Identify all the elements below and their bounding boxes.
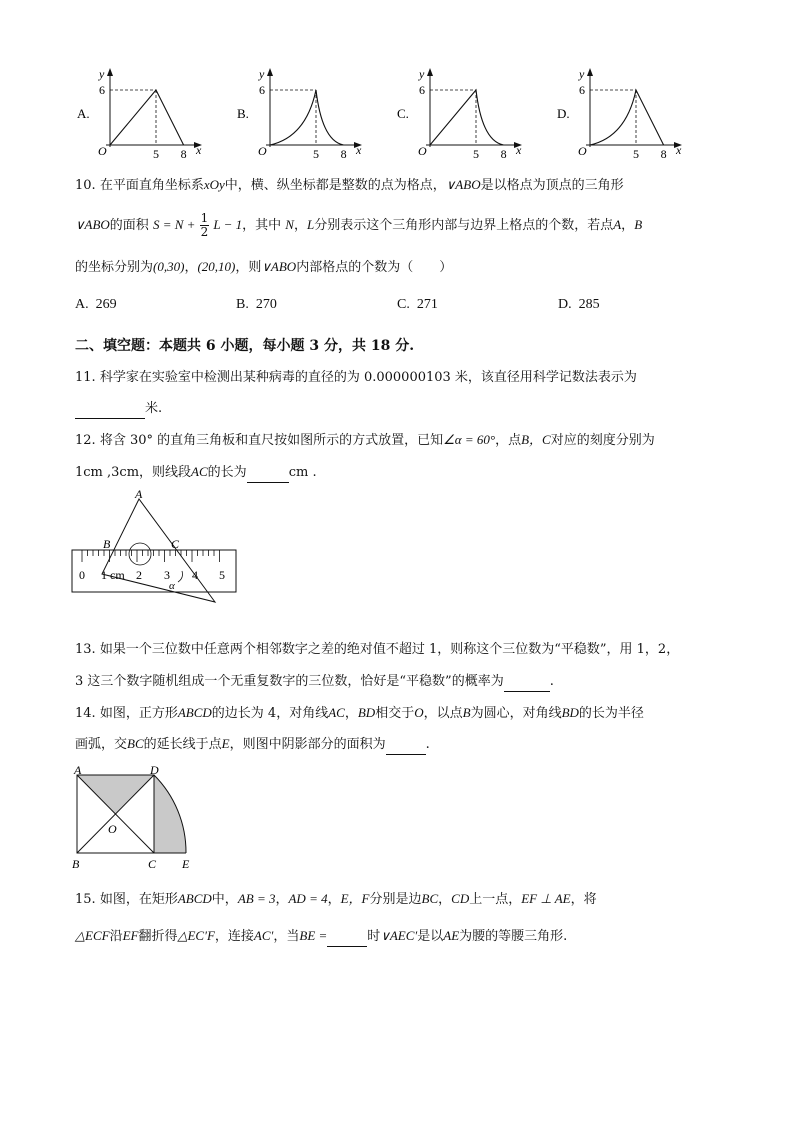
y-axis-arrow-icon [267,68,273,76]
graph-option-letter: C. [397,106,409,121]
ruler-tick-1: 1 cm [101,568,125,582]
label-sq-o: O [108,822,117,836]
x-label: x [356,143,362,157]
q11-line1: 11. 科学家在实验室中检测出某种病毒的直径的为 0.000000103 米，该直径用科学记数法表示为 [75,370,637,385]
label-b: B [103,537,111,551]
function-curve [590,90,664,145]
x-tick-8: 8 [340,147,347,161]
q13-answer-blank[interactable] [504,673,550,692]
q15-line2: △ECF沿EF翻折得△EC′F，连接AC′，当BE = 时∨AEC′是以AE为腰的等腰三角形. [75,927,567,947]
q12-line2: 1cm ,3cm，则线段AC的长为 cm . [75,463,317,483]
y-label: y [99,67,105,81]
y-axis-arrow-icon [107,68,113,76]
x-tick-5: 5 [153,147,159,161]
ruler-triangle-figure [60,486,250,636]
q10-choice-b: B. 270 [236,297,277,312]
graph-option-2 [237,67,362,161]
y-label: y [259,67,265,81]
q13-line1: 13. 如果一个三位数中任意两个相邻数字之差的绝对值不超过 1，则称这个三位数为“平稳数”，用 1，2， [75,642,680,657]
q10-line3: 的坐标分别为(0,30)，(20,10)，则∨ABO内部格点的个数为（ ） [75,259,453,275]
ruler-tick-0: 0 [79,568,85,582]
x-tick-8: 8 [500,147,507,161]
origin-label: O [418,144,427,158]
alpha-arc [178,571,183,582]
q13-line2: 3 这三个数字随机组成一个无重复数字的三位数，恰好是“平稳数”的概率为 . [75,673,554,692]
graph-options-row [0,60,794,165]
ruler-tick-4: 4 [192,568,198,582]
q12-line1: 12. 将含 30° 的直角三角板和直尺按如图所示的方式放置，已知∠α = 60°，点B，C对应的刻度分别为 [75,432,655,448]
ruler [72,550,236,592]
y-tick-6: 6 [579,83,585,97]
q14-line1: 14. 如图，正方形ABCD的边长为 4，对角线AC，BD相交于O，以点B为圆心，对角线BD的长为半径 [75,705,644,721]
label-sq-a: A [74,764,82,777]
label-a: A [135,487,143,501]
graph-option-3 [397,67,522,161]
q15-answer-blank[interactable] [327,928,367,947]
q14-answer-blank[interactable] [386,736,426,755]
function-curve [430,90,504,145]
q11-line2: 米. [75,400,162,419]
graph-options-svg [0,60,794,165]
graph-option-letter: A. [77,106,90,121]
graph-option-letter: D. [557,106,570,121]
label-sq-b: B [72,857,80,871]
x-label: x [196,143,202,157]
y-tick-6: 6 [259,83,265,97]
section-2-title: 二、填空题：本题共 6 小题，每小题 3 分，共 18 分. [75,338,415,354]
x-tick-8: 8 [660,147,667,161]
q10-choice-c: C. 271 [397,297,438,312]
graph-option-letter: B. [237,106,249,121]
function-curve [110,90,184,145]
label-sq-c: C [148,857,157,871]
x-tick-5: 5 [473,147,479,161]
x-label: x [676,143,682,157]
label-sq-d: D [150,764,159,777]
origin-label: O [258,144,267,158]
ruler-tick-2: 2 [136,568,142,582]
q10-line1: 10. 在平面直角坐标系xOy中，横、纵坐标都是整数的点为格点，∨ABO是以格点为顶点的三角形 [75,177,624,193]
y-axis-arrow-icon [587,68,593,76]
origin-label: O [578,144,587,158]
label-alpha: α [169,580,175,592]
label-sq-e: E [182,857,190,871]
shaded-triangle-ado [77,775,154,814]
x-tick-5: 5 [633,147,639,161]
x-tick-8: 8 [180,147,187,161]
y-label: y [579,67,585,81]
y-label: y [419,67,425,81]
y-tick-6: 6 [99,83,105,97]
y-tick-6: 6 [419,83,425,97]
q10-choice-a: A. 269 [75,297,117,312]
origin-label: O [98,144,107,158]
x-label: x [516,143,522,157]
function-curve [270,90,344,145]
q10-choice-d: D. 285 [558,297,600,312]
q12-answer-blank[interactable] [247,464,289,483]
q11-answer-blank[interactable] [75,400,145,419]
ruler-tick-3: 3 [164,568,170,582]
q10-line2: ∨ABO的面积 S = N + $\frac{1}{2}$ L − 1，其中 N，L分别表示这个三角形内部与边界上格点的个数，若点A，B [75,211,643,239]
fraction-one-half: $\frac{1}{2}$ [200,211,209,239]
ruler-tick-5: 5 [219,568,225,582]
q15-line1: 15. 如图，在矩形ABCD中，AB = 3，AD = 4，E，F分别是边BC，CD上一点，EF ⊥ AE，将 [75,891,597,907]
q14-line2: 画弧，交BC的延长线于点E，则图中阴影部分的面积为 . [75,735,430,755]
graph-option-4 [557,67,682,161]
shaded-arc-region [154,775,186,853]
x-tick-5: 5 [313,147,319,161]
square-arc-figure [68,764,208,876]
label-c: C [171,537,180,551]
graph-option-1 [77,67,202,161]
y-axis-arrow-icon [427,68,433,76]
